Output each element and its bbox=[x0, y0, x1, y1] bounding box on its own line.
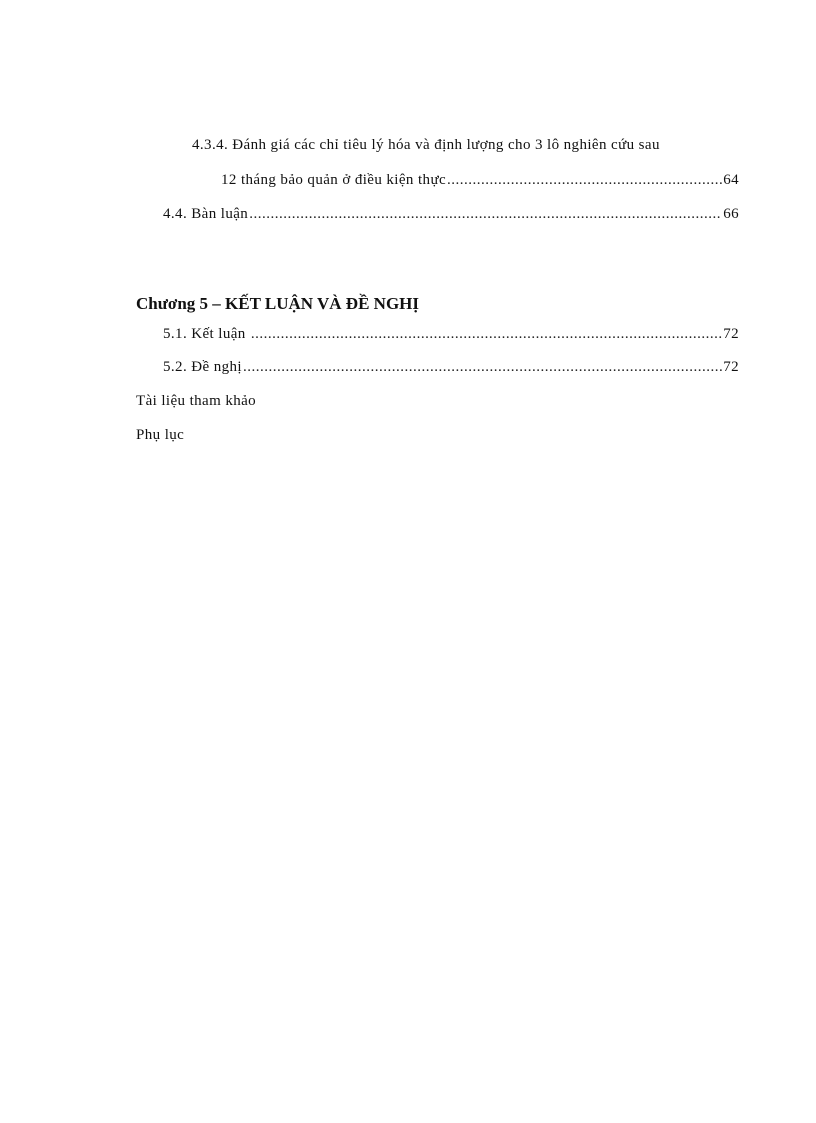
dot-leader bbox=[447, 170, 722, 190]
toc-entry-label: Phụ lục bbox=[136, 427, 185, 443]
toc-entry-references bbox=[136, 391, 256, 411]
toc-page-number: 72 bbox=[723, 326, 739, 342]
toc-entry-label: 4.3.4. Đánh giá các chỉ tiêu lý hóa và định lượng cho 3 lô nghiên cứu sau bbox=[192, 137, 660, 153]
chapter-5-heading: Chương 5 – KẾT LUẬN VÀ ĐỀ NGHỊ bbox=[136, 294, 420, 313]
toc-entry-label: 5.2. Đề nghị bbox=[163, 359, 242, 375]
dot-leader bbox=[249, 204, 722, 224]
toc-entry-label: 5.1. Kết luận bbox=[163, 326, 250, 342]
toc-entry-label: 12 tháng bảo quản ở điều kiện thực bbox=[221, 172, 447, 188]
toc-entry-4-3-4-line1 bbox=[192, 135, 660, 155]
toc-page-number: 66 bbox=[723, 206, 739, 222]
toc-page-number: 72 bbox=[723, 359, 739, 375]
toc-entry-5-2 bbox=[163, 357, 739, 377]
dot-leader bbox=[243, 357, 722, 377]
toc-entry-label: 4.4. Bàn luận bbox=[163, 206, 249, 222]
toc-entry-5-1 bbox=[163, 324, 739, 344]
toc-entry-appendix bbox=[136, 425, 184, 445]
toc-entry-4-3-4-line2 bbox=[221, 170, 739, 190]
dot-leader bbox=[251, 324, 722, 344]
toc-entry-label: Tài liệu tham khảo bbox=[136, 393, 257, 409]
toc-entry-4-4 bbox=[163, 204, 739, 224]
toc-page-number: 64 bbox=[723, 172, 739, 188]
